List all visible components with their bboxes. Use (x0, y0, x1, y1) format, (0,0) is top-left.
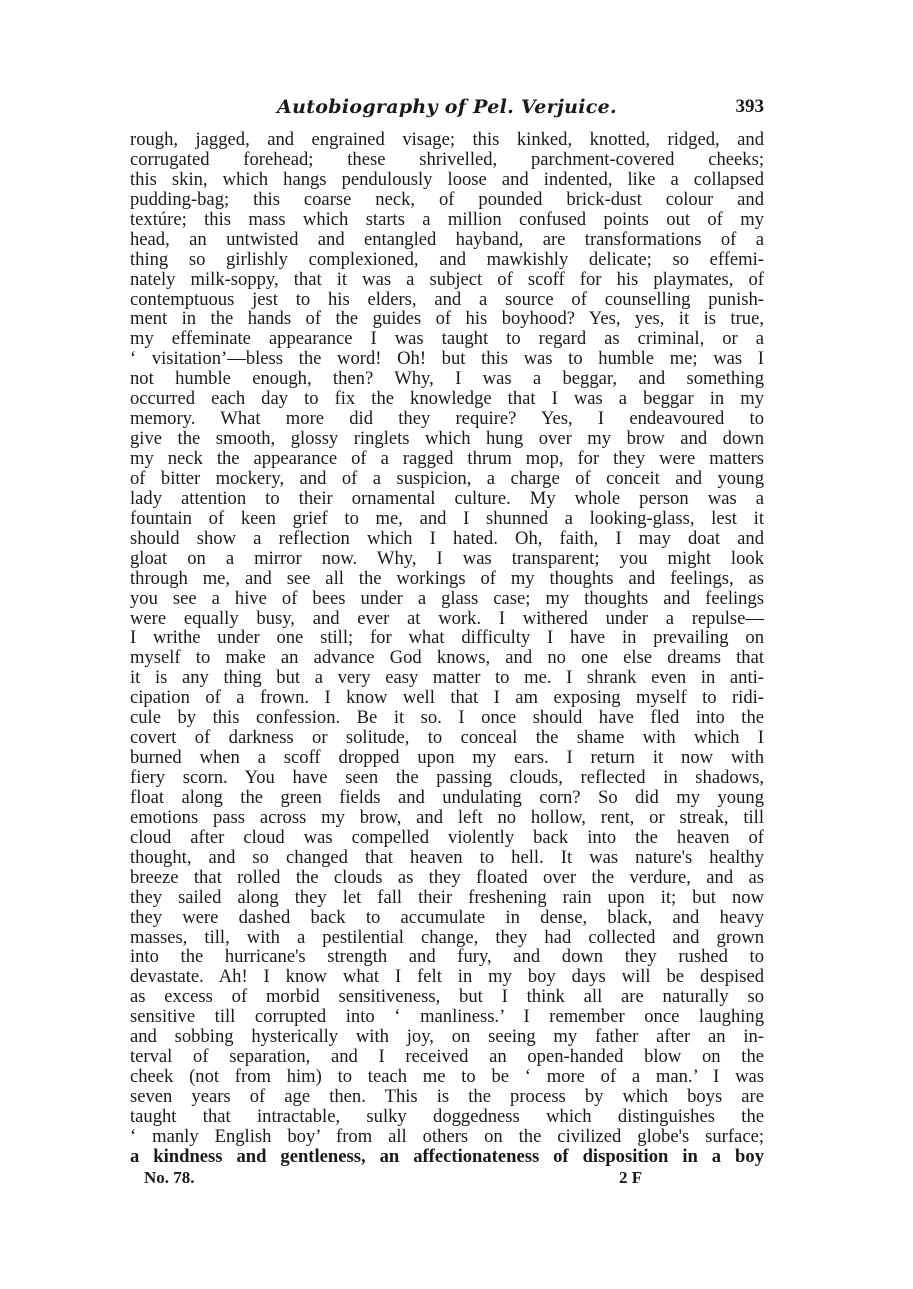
text-line: and sobbing hysterically with joy, on seeing my father after an in- (130, 1027, 764, 1048)
text-line: breeze that rolled the clouds as they floated over the verdure, and as (130, 867, 764, 888)
text-line: cule by this confession. Be it so. I once should have fled into the (130, 708, 764, 729)
text-line: pudding-bag; this coarse neck, of pounded brick-dust colour and (130, 189, 764, 210)
text-line: occurred each day to fix the knowledge that I was a beggar in my (130, 389, 764, 410)
text-line: contemptuous jest to his elders, and a source of counselling punish- (130, 289, 764, 310)
text-line: were equally busy, and ever at work. I withered under a repulse— (130, 608, 764, 629)
page-footer (130, 1168, 764, 1190)
text-line: ‘ visitation’—bless the word! Oh! but this was to humble me; was I (130, 349, 764, 370)
text-line: covert of darkness or solitude, to conceal the shame with which I (130, 728, 764, 749)
running-head (130, 96, 764, 120)
text-line: not humble enough, then? Why, I was a beggar, and something (130, 369, 764, 390)
text-line: cipation of a frown. I know well that I am exposing myself to ridi- (130, 688, 764, 709)
body-text (130, 130, 764, 1167)
text-line: should show a reflection which I hated. Oh, faith, I may doat and (130, 528, 764, 549)
text-line: nately milk-soppy, that it was a subject of scoff for his playmates, of (130, 269, 764, 290)
text-line: ment in the hands of the guides of his boyhood? Yes, yes, it is true, (130, 309, 764, 330)
text-line: ‘ manly English boy’ from all others on the civilized globe's surface; (130, 1126, 764, 1147)
text-line: memory. What more did they require? Yes, I endeavoured to (130, 409, 764, 430)
text-line: into the hurricane's strength and fury, and down they rushed to (130, 947, 764, 968)
text-line: as excess of morbid sensitiveness, but I think all are naturally so (130, 987, 764, 1008)
text-line: sensitive till corrupted into ‘ manliness.’ I remember once laughing (130, 1007, 764, 1028)
signature-mark: 2 F (619, 1168, 643, 1187)
text-line: thing so girlishly complexioned, and mawkishly delicate; so effemi- (130, 249, 764, 270)
issue-number: No. 78. (144, 1168, 195, 1187)
text-line: a kindness and gentleness, an affectionateness of disposition in a boy (130, 1146, 764, 1167)
page-number: 393 (735, 96, 764, 117)
text-line: corrugated forehead; these shrivelled, parchment-covered cheeks; (130, 149, 764, 170)
text-line: I writhe under one still; for what difficulty I have in prevailing on (130, 628, 764, 649)
text-line: through me, and see all the workings of my thoughts and feelings, as (130, 568, 764, 589)
text-line: fiery scorn. You have seen the passing clouds, reflected in shadows, (130, 768, 764, 788)
text-line: you see a hive of bees under a glass case; my thoughts and feelings (130, 588, 764, 609)
text-line: it is any thing but a very easy matter to me. I shrank even in anti- (130, 668, 764, 689)
running-title: Autobiography of Pel. Verjuice. (277, 96, 617, 118)
text-line: devastate. Ah! I know what I felt in my boy days will be despised (130, 967, 764, 988)
text-line: float along the green fields and undulating corn? So did my young (130, 787, 764, 808)
text-line: seven years of age then. This is the process by which boys are (130, 1087, 764, 1107)
text-line: thought, and so changed that heaven to hell. It was nature's healthy (130, 847, 764, 868)
text-line: fountain of keen grief to me, and I shunned a looking-glass, lest it (130, 508, 764, 529)
text-line: burned when a scoff dropped upon my ears. I return it now with (130, 748, 764, 768)
text-line: myself to make an advance God knows, and no one else dreams that (130, 648, 764, 669)
text-line: cheek (not from him) to teach me to be ‘ more of a man.’ I was (130, 1067, 764, 1087)
text-line: lady attention to their ornamental culture. My whole person was a (130, 488, 764, 509)
text-line: taught that intractable, sulky doggedness which distinguishes the (130, 1106, 764, 1127)
text-line: my neck the appearance of a ragged thrum mop, for they were matters (130, 449, 764, 469)
text-line: rough, jagged, and engrained visage; this kinked, knotted, ridged, and (130, 130, 764, 150)
text-line: terval of separation, and I received an open-handed blow on the (130, 1047, 764, 1068)
text-line: give the smooth, glossy ringlets which hung over my brow and down (130, 429, 764, 449)
text-line: cloud after cloud was compelled violently back into the heaven of (130, 827, 764, 848)
text-line: emotions pass across my brow, and left no hollow, rent, or streak, till (130, 807, 764, 828)
text-line: masses, till, with a pestilential change, they had collected and grown (130, 927, 764, 948)
text-line: they sailed along they let fall their freshening rain upon it; but now (130, 887, 764, 908)
text-line: this skin, which hangs pendulously loose and indented, like a collapsed (130, 169, 764, 190)
text-line: my effeminate appearance I was taught to regard as criminal, or a (130, 329, 764, 350)
text-line: they were dashed back to accumulate in dense, black, and heavy (130, 907, 764, 928)
text-line: gloat on a mirror now. Why, I was transparent; you might look (130, 548, 764, 569)
text-line: textúre; this mass which starts a million confused points out of my (130, 209, 764, 230)
text-line: head, an untwisted and entangled hayband, are transformations of a (130, 229, 764, 250)
text-line: of bitter mockery, and of a suspicion, a charge of conceit and young (130, 468, 764, 489)
